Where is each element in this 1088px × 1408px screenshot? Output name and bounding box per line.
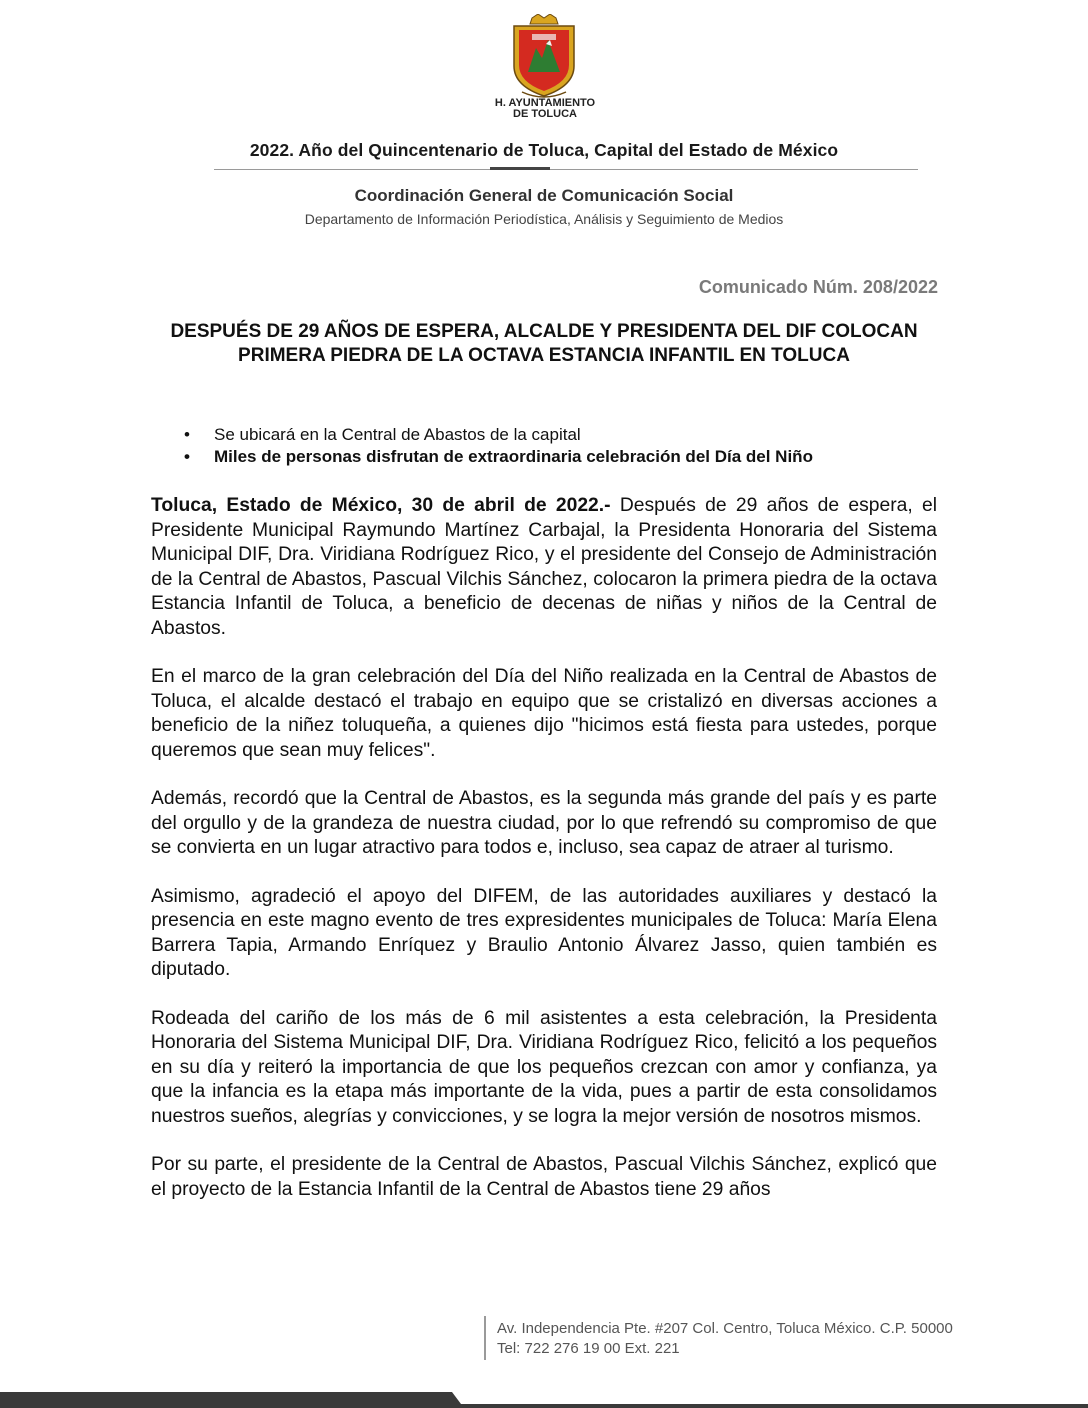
year-slogan: 2022. Año del Quincentenario de Toluca, Capital del Estado de México bbox=[249, 140, 839, 160]
bullet-icon: • bbox=[184, 447, 190, 466]
paragraph-5: Rodeada del cariño de los más de 6 mil asistentes a esta celebración, la Presidenta Honoraria del Sistema Municipal DIF, Dra. Viridiana Rodríguez Rico, felicitó a los pequeños en su día y reiteró la importancia de que los pequeños crezcan con amor y confianza, ya que la infancia es la etapa más importante de la vida, pues a partir de esta consolidamos nuestros sueños, alegrías y convicciones, y se logra la mejor versión de nosotros mismos. bbox=[151, 1007, 937, 1127]
press-body bbox=[151, 494, 937, 1226]
headline: DESPUÉS DE 29 AÑOS DE ESPERA, ALCALDE Y PRESIDENTA DEL DIF COLOCAN PRIMERA PIEDRA DE LA OCTAVA ESTANCIA INFANTIL EN TOLUCA bbox=[170, 321, 918, 366]
bullet-text: Miles de personas disfrutan de extraordinaria celebración del Día del Niño bbox=[214, 447, 813, 466]
footer-phone: Tel: 722 276 19 00 Ext. 221 bbox=[497, 1340, 680, 1357]
paragraph-1 bbox=[151, 494, 937, 641]
ayuntamiento-logo bbox=[480, 14, 610, 122]
bullet-icon: • bbox=[184, 425, 190, 444]
coordination-title: Coordinación General de Comunicación Social bbox=[354, 186, 734, 205]
footer-address: Av. Independencia Pte. #207 Col. Centro, Toluca México. C.P. 50000 bbox=[497, 1320, 953, 1337]
paragraph-text: Después de 29 años de espera, el Presidente Municipal Raymundo Martínez Carbajal, la Presidenta Honoraria del Sistema Municipal DIF, Dra. Viridiana Rodríguez Rico, y el presidente del Consejo de Administración de la Central de Abastos, Pascual Vilchis Sánchez, colocaron la primera piedra de la octava Estancia Infantil de Toluca, a beneficio de decenas de niñas y niños de la Central de Abastos. bbox=[151, 495, 937, 639]
slogan-divider-accent bbox=[490, 167, 550, 170]
department-subtitle: Departamento de Información Periodística, Análisis y Seguimiento de Medios bbox=[304, 211, 784, 227]
paragraph-2: En el marco de la gran celebración del Día del Niño realizada en la Central de Abastos de Toluca, el alcalde destacó el trabajo en equipo que se cristalizó en diversas acciones a beneficio de la niñez toluqueña, a quienes dijo "hicimos está fiesta para ustedes, porque queremos que sean muy felices". bbox=[151, 666, 937, 761]
highlight-list bbox=[184, 424, 944, 468]
logo-line-2: DE TOLUCA bbox=[513, 108, 577, 120]
dateline: Toluca, Estado de México, 30 de abril de 2022.- bbox=[151, 495, 611, 516]
bullet-text: Se ubicará en la Central de Abastos de la capital bbox=[214, 425, 581, 444]
footer-divider bbox=[484, 1316, 486, 1360]
paragraph-4: Asimismo, agradeció el apoyo del DIFEM, de las autoridades auxiliares y destacó la presencia en este magno evento de tres expresidentes municipales de Toluca: María Elena Barrera Tapia, Armando Enríquez y Braulio Antonio Álvarez Jasso, quien también es diputado. bbox=[151, 885, 937, 980]
slogan-divider bbox=[214, 169, 918, 170]
paragraph-6: Por su parte, el presidente de la Central de Abastos, Pascual Vilchis Sánchez, explicó que el proyecto de la Estancia Infantil de la Central de Abastos tiene 29 años bbox=[151, 1154, 937, 1200]
list-item bbox=[184, 446, 944, 468]
logo-line-1: H. AYUNTAMIENTO bbox=[494, 97, 596, 109]
footer-band bbox=[0, 1384, 1088, 1408]
list-item bbox=[184, 424, 944, 446]
comunicado-number: Comunicado Núm. 208/2022 bbox=[698, 277, 938, 297]
toluca-crest-icon bbox=[508, 14, 580, 100]
paragraph-3: Además, recordó que la Central de Abastos, es la segunda más grande del país y es parte del orgullo y de la grandeza de nuestra ciudad, por lo que refrendó su compromiso de que se convierta en un lugar atractivo para todos e, incluso, sea capaz de atraer al turismo. bbox=[151, 788, 937, 858]
logo-caption bbox=[480, 98, 610, 120]
